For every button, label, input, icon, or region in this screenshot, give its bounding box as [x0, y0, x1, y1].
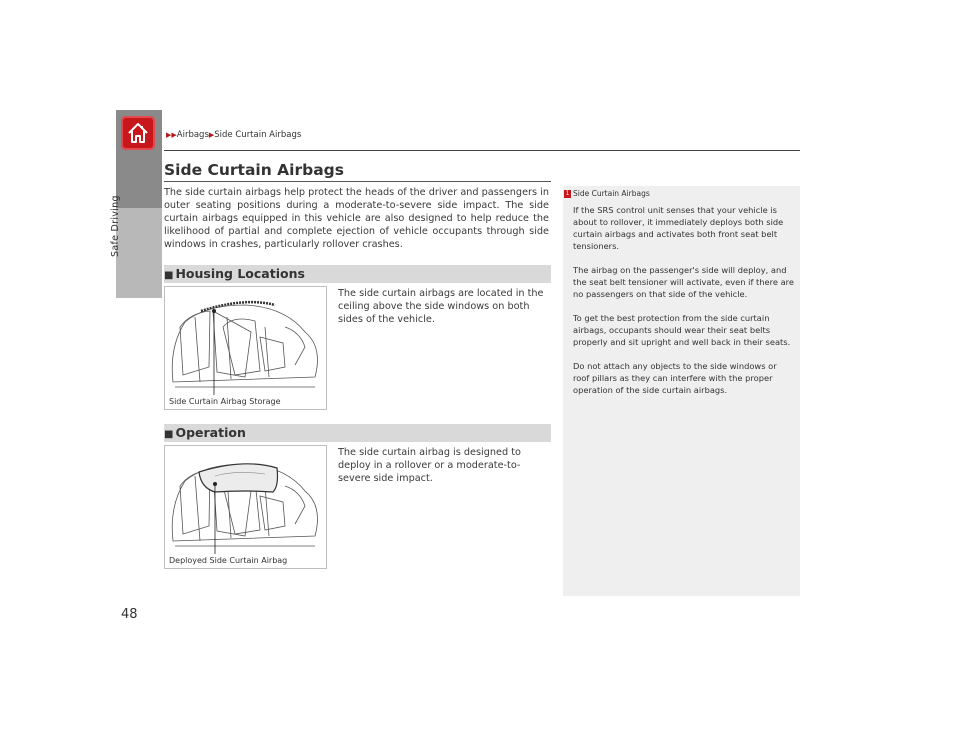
note-paragraph: The airbag on the passenger's side will deploy, and the seat belt tensioner will activate, even if there are no passengers on that side of the vehicle. [573, 265, 795, 299]
home-button[interactable] [121, 116, 155, 150]
airbag-storage-illustration [164, 286, 327, 410]
square-bullet-icon: ■ [164, 270, 174, 281]
operation-heading [164, 424, 551, 442]
car-interior-illustration [165, 446, 326, 568]
intro-paragraph: The side curtain airbags help protect the heads of the driver and passengers in outer seating positions during a moderate-to-severe side impact. The side curtain airbags equipped in this vehicle are also designed to help reduce the likelihood of partial and complete ejection of vehicle occupants through side windows in crashes, particularly rollover crashes. [164, 187, 549, 250]
car-interior-illustration [165, 287, 326, 409]
housing-locations-heading [164, 265, 551, 283]
breadcrumb-airbags[interactable]: Airbags [176, 130, 209, 140]
figure-caption: Deployed Side Curtain Airbag [169, 556, 288, 565]
operation-text: The side curtain airbag is designed to deploy in a rollover or a moderate-to-severe side impact. [338, 447, 521, 484]
note-marker-icon: 1 [565, 190, 570, 197]
notes-title-text: Side Curtain Airbags [573, 189, 650, 198]
page-title: Side Curtain Airbags [164, 161, 344, 179]
heading-text: Housing Locations [175, 266, 305, 281]
note-paragraph: To get the best protection from the side curtain airbags, occupants should wear their seat belts properly and sit upright and well back in their seats. [573, 313, 791, 347]
square-bullet-icon: ■ [164, 429, 174, 440]
heading-text: Operation [175, 425, 246, 440]
notes-title [564, 189, 650, 198]
title-divider [164, 181, 551, 182]
breadcrumb-arrow-icon: ▶ [208, 131, 215, 139]
section-label: Safe Driving [110, 195, 121, 257]
housing-locations-text: The side curtain airbags are located in the ceiling above the side windows on both sides of the vehicle. [338, 288, 544, 325]
breadcrumb [166, 130, 301, 140]
note-paragraph: Do not attach any objects to the side windows or roof pillars as they can interfere with the proper operation of the side curtain airbags. [573, 361, 777, 395]
header-divider [164, 150, 800, 151]
section-tab-lower [116, 208, 162, 298]
notes-body [573, 204, 795, 408]
deployed-airbag-illustration [164, 445, 327, 569]
figure-caption: Side Curtain Airbag Storage [169, 397, 281, 406]
breadcrumb-side-curtain-airbags[interactable]: Side Curtain Airbags [214, 130, 302, 140]
note-paragraph: If the SRS control unit senses that your vehicle is about to rollover, it immediately deploys both side curtain airbags and activates both front seat belt tensioners. [573, 205, 784, 251]
breadcrumb-arrow-icon: ▶▶ [166, 131, 177, 139]
page-number: 48 [121, 607, 138, 622]
home-icon [126, 121, 150, 145]
